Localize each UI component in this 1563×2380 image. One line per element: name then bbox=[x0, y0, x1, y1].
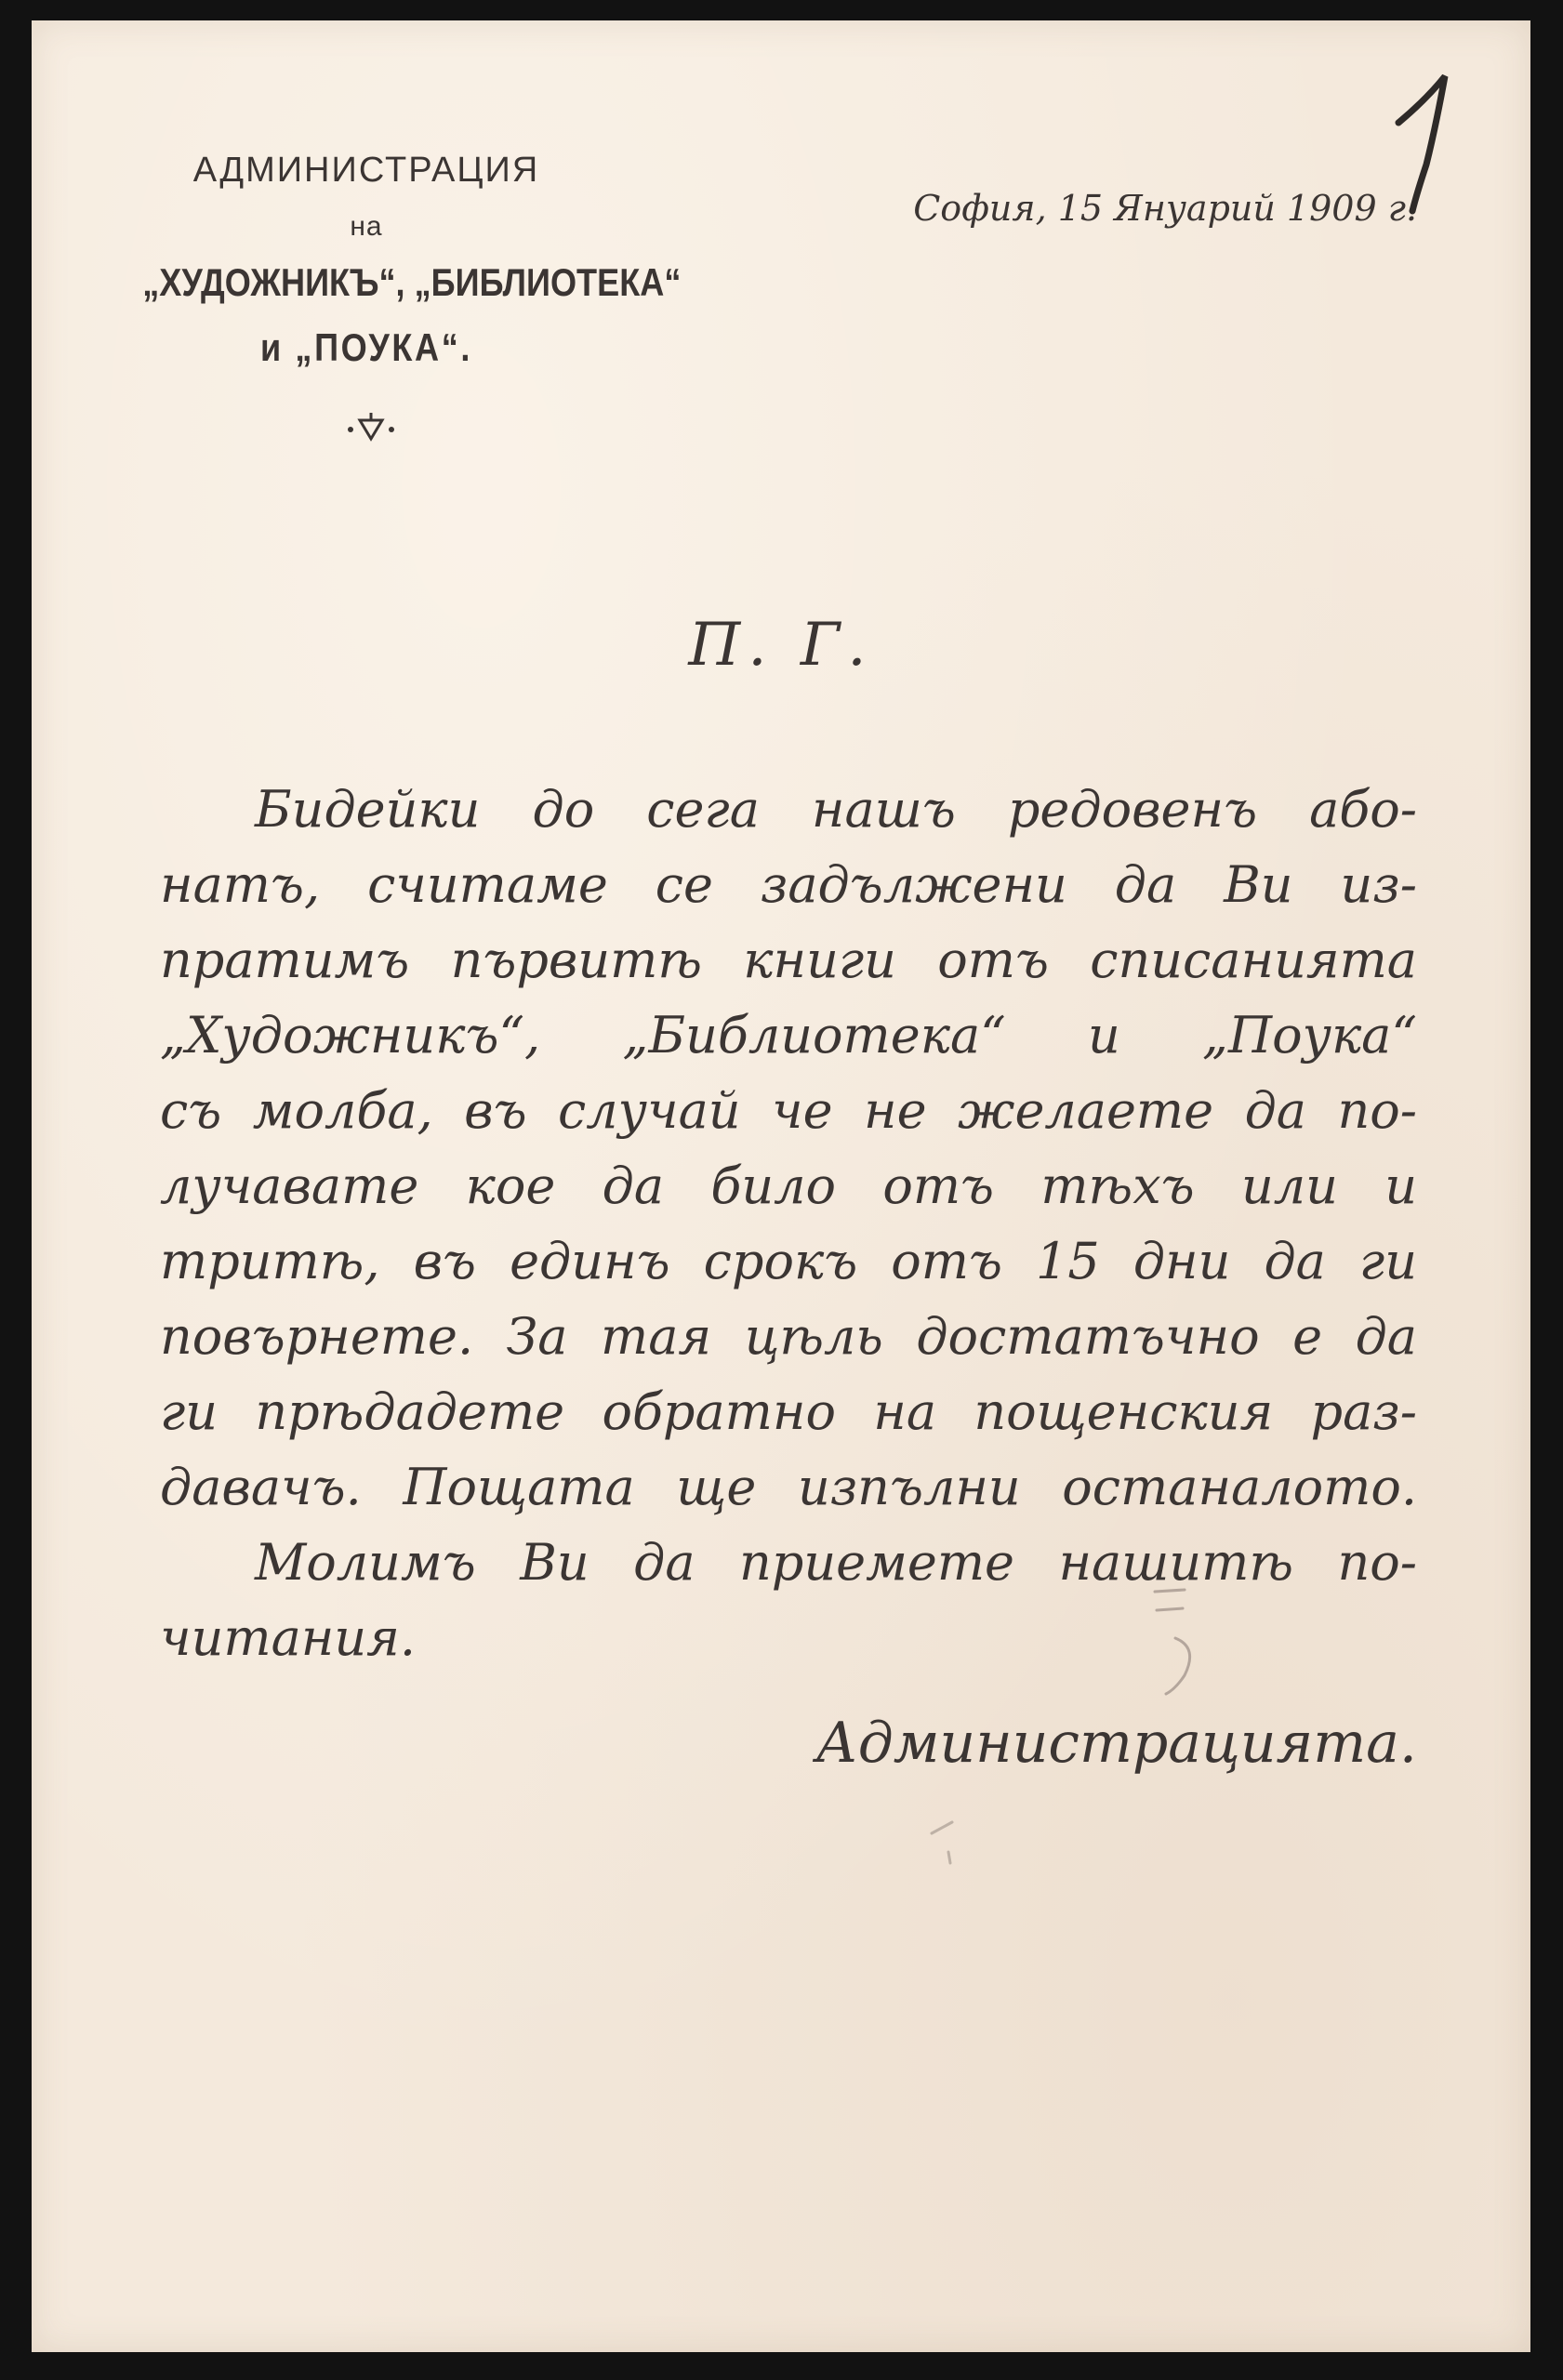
header-publications: „ХУДОЖНИКЪ“, „БИБЛИОТЕКА“ bbox=[142, 260, 682, 304]
body-line: повърнете. За тая цѣль достатъчно е да bbox=[160, 1307, 1417, 1366]
signature: Администрацията. bbox=[815, 1711, 1417, 1776]
letter-body bbox=[160, 772, 1417, 1675]
body-line: тритѣ, въ единъ срокъ отъ 15 дни да ги bbox=[160, 1232, 1417, 1290]
body-line: съ молба, въ случай че не желаете да по- bbox=[160, 1081, 1417, 1140]
body-line: читания. bbox=[160, 1608, 417, 1667]
body-line: натъ, считаме се задължени да Ви из- bbox=[160, 855, 1417, 914]
letter-date: София, 15 Януарий 1909 г. bbox=[913, 188, 1417, 229]
ornament-icon bbox=[343, 409, 399, 446]
header-title: АДМИНИСТРАЦИЯ bbox=[192, 151, 540, 190]
paper-mark-icon bbox=[924, 1815, 961, 1880]
header-preposition: на bbox=[350, 211, 383, 242]
body-line: „Художникъ“, „Библиотека“ и „Поука“ bbox=[160, 1006, 1417, 1064]
letter-sheet bbox=[32, 20, 1530, 2352]
body-line: пратимъ първитѣ книги отъ списанията bbox=[160, 931, 1417, 989]
body-line: Молимъ Ви да приемете нашитѣ по- bbox=[255, 1533, 1417, 1592]
body-line: ги прѣдадете обратно на пощенския раз- bbox=[160, 1382, 1417, 1441]
salutation: П. Г. bbox=[688, 611, 874, 680]
body-line: давачъ. Пощата ще изпълни останалото. bbox=[160, 1458, 1417, 1516]
header-publication-pouka: и „ПОУКА“. bbox=[260, 325, 472, 369]
handwritten-page-number bbox=[1371, 72, 1473, 220]
body-line: лучавате кое да било отъ тѣхъ или и bbox=[160, 1157, 1417, 1215]
body-line: Бидейки до сега нашъ редовенъ або- bbox=[255, 780, 1417, 839]
paper-mark-icon bbox=[1147, 1573, 1212, 1703]
